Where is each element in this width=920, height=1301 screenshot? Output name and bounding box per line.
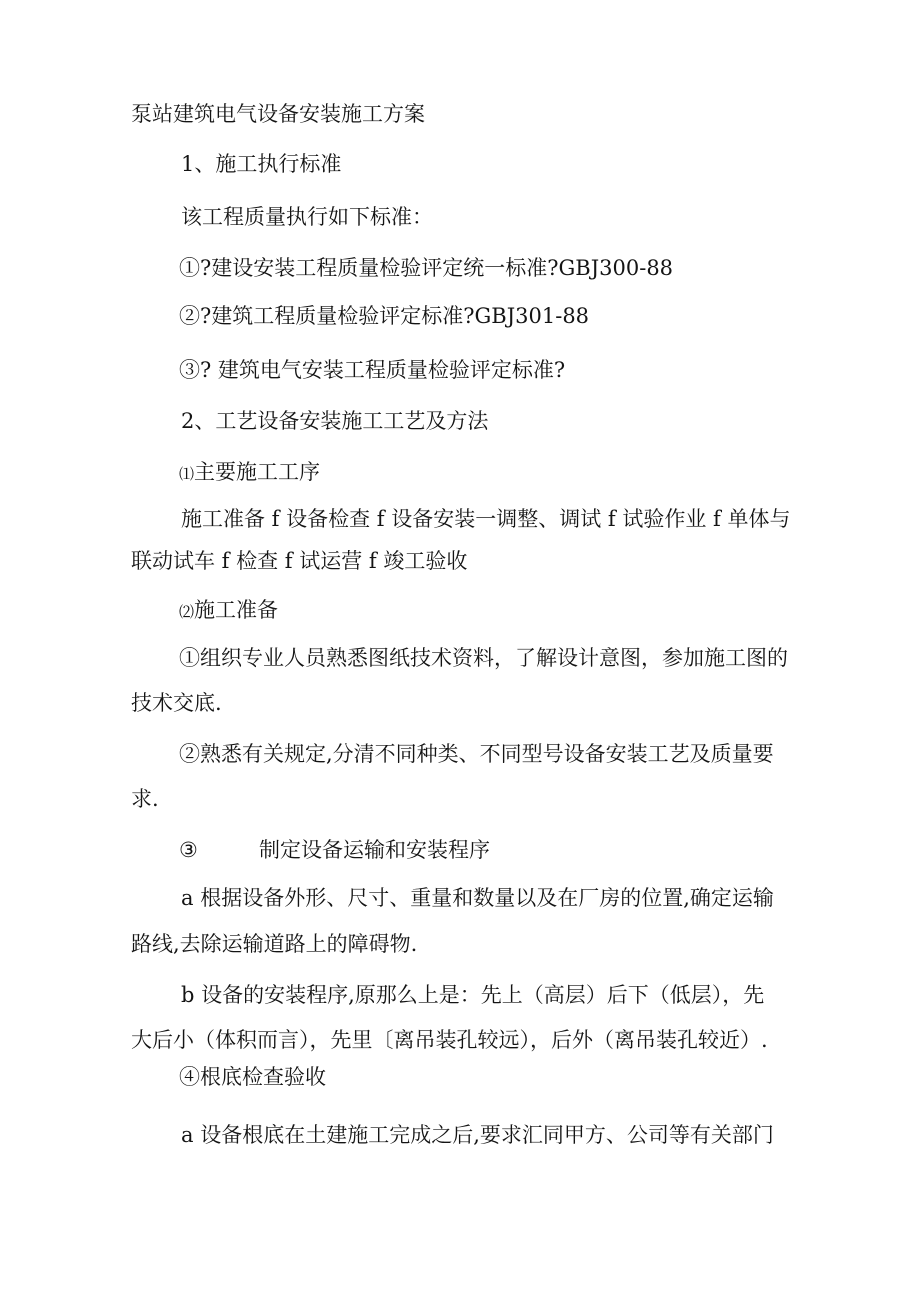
standard-item-3: ③? 建筑电气安装工程质量检验评定标准?	[179, 358, 566, 382]
subsection-title: 主要施工工序	[194, 460, 321, 484]
sub-item-continuation: 路线,去除运输道路上的障碍物.	[131, 932, 418, 956]
list-item	[179, 836, 490, 864]
paragraph: 施工准备 f 设备检查 f 设备安装一调整、调试 f 试验作业 f 单体与	[181, 507, 791, 531]
paragraph: 联动试车 f 检查 f 试运营 f 竣工验收	[131, 549, 468, 573]
list-item-text: 制定设备运输和安装程序	[259, 838, 490, 862]
standard-item-1: ①?建设安装工程质量检验评定统一标准?GBJ300-88	[179, 256, 674, 280]
document-title: 泵站建筑电气设备安装施工方案	[131, 102, 425, 126]
subsection-title: 施工准备	[194, 598, 279, 622]
section-heading-1: 1、施工执行标准	[181, 152, 342, 176]
subsection-marker: ⑴	[179, 465, 195, 483]
subsection-heading-2	[179, 596, 278, 626]
paragraph: 该工程质量执行如下标准：	[181, 205, 433, 229]
subsection-heading-1	[179, 458, 320, 488]
section-heading-2: 2、工艺设备安装施工工艺及方法	[181, 409, 489, 433]
list-item-continuation: 求.	[131, 787, 159, 811]
sub-item: a 根据设备外形、尺寸、重量和数量以及在厂房的位置,确定运输	[181, 886, 774, 910]
list-item-continuation: 技术交底.	[131, 691, 222, 715]
sub-item: b 设备的安装程序,原那么上是：先上（高层）后下（低层），先	[181, 983, 765, 1007]
standard-item-2: ②?建筑工程质量检验评定标准?GBJ301-88	[179, 304, 590, 328]
sub-item-continuation: 大后小（体积而言），先里〔离吊装孔较远），后外（离吊装孔较近）.	[131, 1028, 768, 1052]
sub-item: a 设备根底在土建施工完成之后,要求汇同甲方、公司等有关部门	[181, 1123, 774, 1147]
list-marker: ③	[179, 838, 198, 862]
list-item: ②熟悉有关规定,分清不同种类、不同型号设备安装工艺及质量要	[179, 742, 774, 766]
list-item: ④根底检查验收	[179, 1065, 326, 1089]
subsection-marker: ⑵	[179, 603, 195, 621]
list-item: ①组织专业人员熟悉图纸技术资料，了解设计意图，参加施工图的	[179, 646, 788, 670]
